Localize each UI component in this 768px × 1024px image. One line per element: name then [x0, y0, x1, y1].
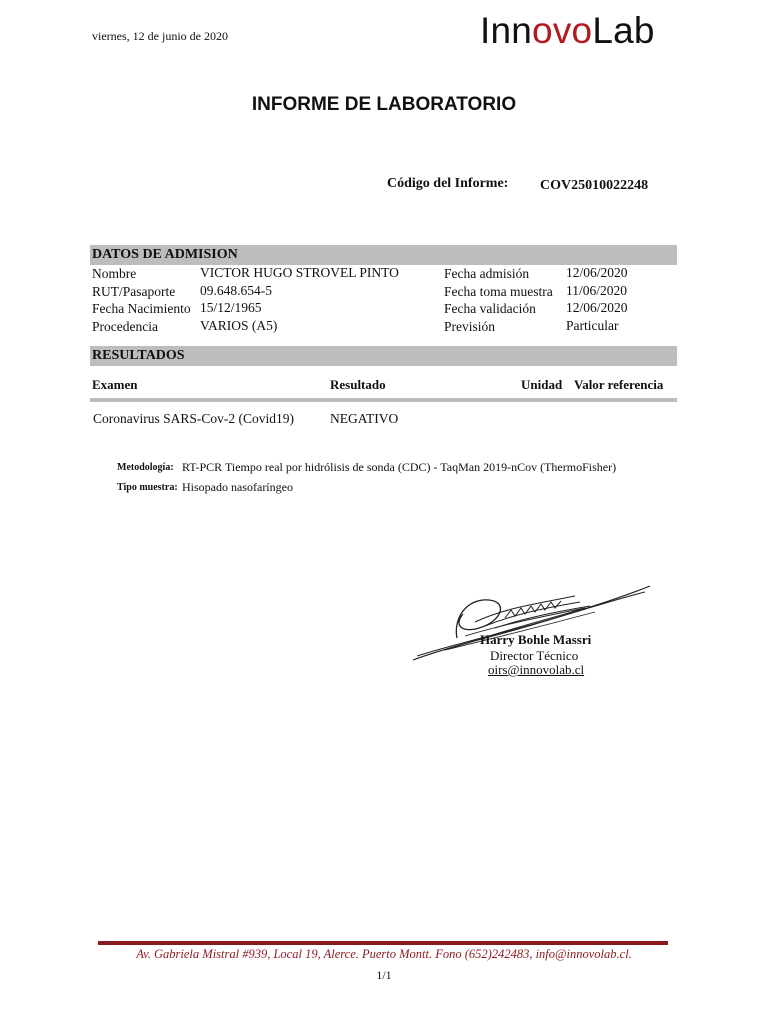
column-header-unit: Unidad: [521, 377, 563, 392]
results-divider: [90, 398, 677, 402]
sample-type-value: Hisopado nasofaríngeo: [182, 480, 293, 494]
field-label-validation-date: Fecha validación: [444, 301, 536, 316]
logo-text-part1: Inn: [480, 10, 533, 51]
logo-text-part2: vo: [552, 10, 593, 51]
report-code-value: COV25010022248: [540, 178, 649, 193]
logo-text-part3: Lab: [592, 10, 655, 51]
field-value-rut: 09.648.654-5: [200, 283, 272, 298]
field-label-rut: RUT/Pasaporte: [92, 284, 176, 299]
results-heading: RESULTADOS: [92, 348, 185, 363]
column-header-reference: Valor referencia: [574, 377, 664, 392]
methodology-label: Metodología:: [117, 462, 174, 473]
admission-heading: DATOS DE ADMISION: [92, 247, 238, 262]
field-value-name: VICTOR HUGO STROVEL PINTO: [200, 265, 399, 280]
admission-section-header: [90, 245, 677, 265]
signatory-role: Director Técnico: [490, 648, 579, 663]
result-value: NEGATIVO: [330, 411, 399, 426]
field-label-sample-date: Fecha toma muestra: [444, 284, 553, 299]
field-value-validation-date: 12/06/2020: [566, 300, 628, 315]
field-label-name: Nombre: [92, 266, 137, 281]
field-value-sample-date: 11/06/2020: [566, 283, 628, 298]
report-code-label: Código del Informe:: [387, 176, 509, 191]
field-value-origin: VARIOS (A5): [200, 318, 278, 333]
column-header-result: Resultado: [330, 377, 386, 392]
page-title: INFORME DE LABORATORIO: [251, 94, 517, 115]
sample-type-label: Tipo muestra:: [117, 482, 178, 493]
innovolab-logo: [480, 10, 655, 52]
field-label-birthdate: Fecha Nacimiento: [92, 301, 191, 316]
field-value-insurance: Particular: [566, 318, 619, 333]
signatory-name: Harry Bohle Massri: [480, 632, 592, 647]
field-label-origin: Procedencia: [92, 319, 158, 334]
column-header-exam: Examen: [92, 377, 138, 392]
result-exam-name: Coronavirus SARS-Cov-2 (Covid19): [93, 411, 295, 426]
footer-divider: [98, 941, 668, 945]
field-value-admission-date: 12/06/2020: [566, 265, 628, 280]
field-label-insurance: Previsión: [444, 319, 496, 334]
field-value-birthdate: 15/12/1965: [200, 300, 262, 315]
report-date: viernes, 12 de junio de 2020: [92, 29, 228, 43]
logo-dna-o: o: [532, 10, 553, 51]
field-label-admission-date: Fecha admisión: [444, 266, 530, 281]
footer-address: Av. Gabriela Mistral #939, Local 19, Alerce. Puerto Montt. Fono (652)242483, info@innovolab.cl.: [136, 947, 632, 961]
methodology-value: RT-PCR Tiempo real por hidrólisis de sonda (CDC) - TaqMan 2019-nCov (ThermoFisher): [182, 460, 617, 474]
page-number: 1/1: [376, 968, 392, 982]
results-section-header: [90, 346, 677, 366]
signatory-email-link[interactable]: oirs@innovolab.cl: [488, 662, 585, 677]
